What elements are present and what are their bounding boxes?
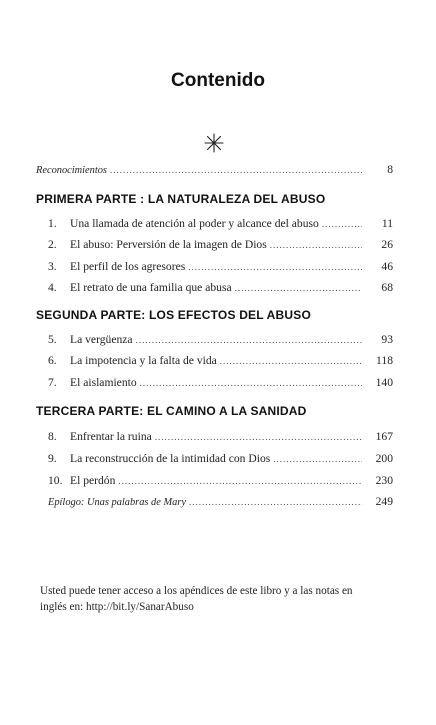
toc-entry-page: 93 xyxy=(381,333,393,346)
leader-dots xyxy=(235,281,362,295)
toc-entry-label: El aislamiento xyxy=(70,376,137,389)
toc-entry-number: 2. xyxy=(48,238,57,251)
toc-entry-page: 118 xyxy=(376,354,393,367)
leader-dots xyxy=(136,333,362,347)
toc-entry-reconocimientos[interactable] xyxy=(36,163,393,178)
leader-dots xyxy=(110,163,362,177)
toc-entry-page: 68 xyxy=(381,281,393,294)
toc-entry-label: Enfrentar la ruina xyxy=(70,430,152,443)
toc-entry-10[interactable] xyxy=(48,474,393,488)
leader-dots xyxy=(155,430,362,444)
appendix-note-line-1: Usted puede tener acceso a los apéndices de este libro y a las notas en xyxy=(40,585,353,597)
toc-entry-7[interactable] xyxy=(48,376,393,390)
leader-dots xyxy=(273,452,362,466)
leader-dots xyxy=(118,474,362,488)
toc-entry-page: 8 xyxy=(387,163,393,176)
leader-dots xyxy=(270,238,362,252)
toc-entry-4[interactable] xyxy=(48,281,393,295)
toc-entry-9[interactable] xyxy=(48,452,393,466)
toc-entry-label: Reconocimientos xyxy=(36,165,107,176)
toc-entry-page: 46 xyxy=(381,260,393,273)
leader-dots xyxy=(189,495,362,509)
toc-entry-number: 10. xyxy=(48,474,63,487)
toc-entry-page: 249 xyxy=(375,495,393,508)
toc-entry-label: Epílogo: Unas palabras de Mary xyxy=(48,497,186,508)
toc-entry-number: 9. xyxy=(48,452,57,465)
toc-entry-number: 4. xyxy=(48,281,57,294)
toc-entry-6[interactable] xyxy=(48,354,393,368)
leader-dots xyxy=(322,217,362,231)
toc-entry-number: 1. xyxy=(48,217,57,230)
toc-entry-number: 7. xyxy=(48,376,57,389)
toc-entry-epilogo[interactable] xyxy=(48,495,393,510)
toc-entry-label: La reconstrucción de la intimidad con Dios xyxy=(70,452,271,465)
toc-entry-page: 26 xyxy=(381,238,393,251)
toc-entry-number: 8. xyxy=(48,430,57,443)
toc-entry-page: 230 xyxy=(375,474,393,487)
toc-entry-page: 11 xyxy=(381,217,393,230)
appendix-note-line-2: inglés en: http://bit.ly/SanarAbuso xyxy=(40,601,194,613)
leader-dots xyxy=(220,354,362,368)
part-heading-2: SEGUNDA PARTE: LOS EFECTOS DEL ABUSO xyxy=(36,308,312,322)
toc-entry-page: 167 xyxy=(375,430,393,443)
toc-entry-8[interactable] xyxy=(48,430,393,444)
part-heading-3: TERCERA PARTE: EL CAMINO A LA SANIDAD xyxy=(36,404,307,418)
page-title: Contenido xyxy=(171,70,265,91)
toc-entry-page: 140 xyxy=(375,376,393,389)
toc-entry-2[interactable] xyxy=(48,238,393,252)
toc-entry-label: El abuso: Perversión de la imagen de Dios xyxy=(70,238,267,251)
part-heading-1: PRIMERA PARTE : LA NATURALEZA DEL ABUSO xyxy=(36,192,326,206)
toc-entry-label: El retrato de una familia que abusa xyxy=(70,281,232,294)
asterisk-ornament-icon xyxy=(203,132,225,154)
toc-entry-label: La impotencia y la falta de vida xyxy=(70,354,217,367)
leader-dots xyxy=(188,260,362,274)
toc-entry-number: 5. xyxy=(48,333,57,346)
toc-entry-number: 6. xyxy=(48,354,57,367)
leader-dots xyxy=(140,376,362,390)
toc-entry-5[interactable] xyxy=(48,333,393,347)
toc-entry-3[interactable] xyxy=(48,260,393,274)
toc-entry-page: 200 xyxy=(375,452,393,465)
toc-entry-number: 3. xyxy=(48,260,57,273)
appendix-note xyxy=(40,583,400,615)
toc-entry-label: Una llamada de atención al poder y alcance del abuso xyxy=(70,217,319,230)
toc-entry-label: El perfil de los agresores xyxy=(70,260,186,273)
toc-entry-label: La vergüenza xyxy=(70,333,133,346)
toc-entry-1[interactable] xyxy=(48,217,393,231)
toc-entry-label: El perdón xyxy=(70,474,116,487)
